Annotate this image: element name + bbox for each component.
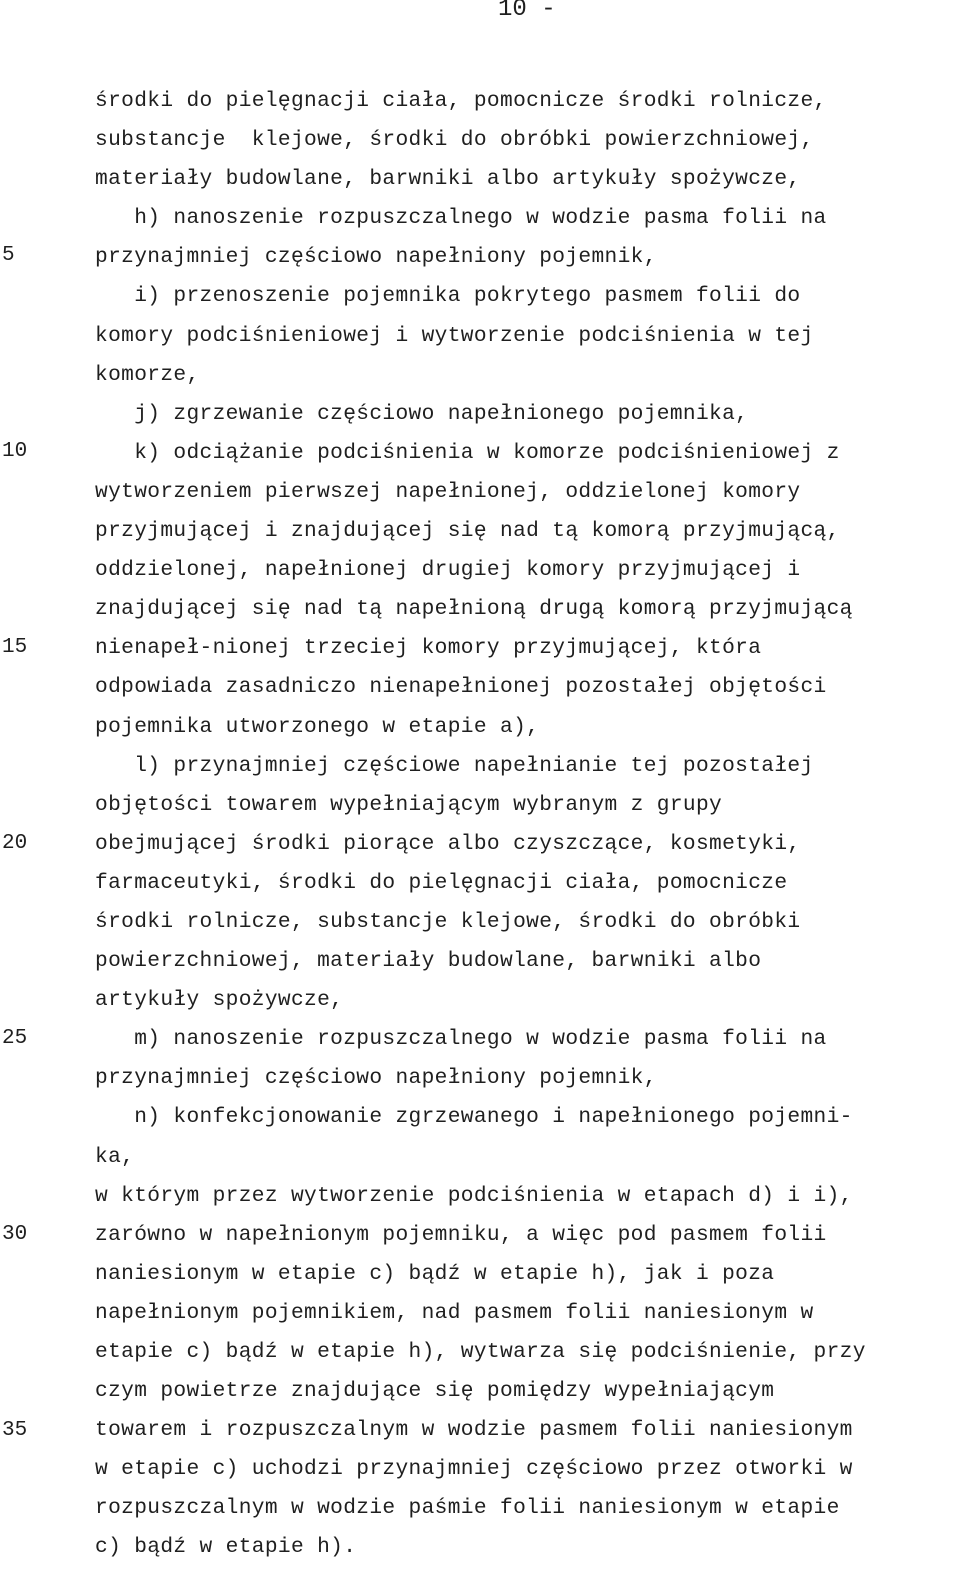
text-line: przyjmującej i znajdującej się nad tą komorą przyjmującą, [95,519,840,544]
text-line: k) odciążanie podciśnienia w komorze podciśnieniowej z [95,440,840,465]
text-line: artykuły spożywcze, [95,988,344,1013]
text-line: wytworzeniem pierwszej napełnionej, oddzielonej komory [95,479,801,504]
text-line: towarem i rozpuszczalnym w wodzie pasmem folii naniesionym [95,1418,853,1443]
line-number-15: 15 [2,636,28,659]
text-line: odpowiada zasadniczo nienapełnionej pozostałej objętości [95,675,827,700]
text-line: farmaceutyki, środki do pielęgnacji ciała, pomocnicze [95,870,788,895]
line-number-20: 20 [2,832,28,855]
line-number-30: 30 [2,1223,28,1246]
text-line: środki do pielęgnacji ciała, pomocnicze środki rolnicze, [95,89,827,113]
patent-claim-text [95,82,955,1568]
text-line: zarówno w napełnionym pojemniku, a więc pod pasmem folii [95,1222,827,1247]
page-number: 10 - [498,0,556,23]
text-line: pojemnika utworzonego w etapie a), [95,714,540,739]
text-line: objętości towarem wypełniającym wybranym z grupy [95,792,723,817]
text-line: ka, [95,1144,135,1169]
text-line: i) przenoszenie pojemnika pokrytego pasmem folii do [95,284,801,309]
text-line: komory podciśnieniowej i wytworzenie podciśnienia w tej [95,323,814,348]
text-line: obejmującej środki piorące albo czyszczące, kosmetyki, [95,831,801,856]
line-number-25: 25 [2,1027,28,1050]
text-line: rozpuszczalnym w wodzie paśmie folii naniesionym w etapie [95,1496,840,1521]
text-line: przynajmniej częściowo napełniony pojemnik, [95,245,657,270]
line-number-35: 35 [2,1419,28,1442]
text-line: naniesionym w etapie c) bądź w etapie h), jak i poza [95,1261,775,1286]
text-line: l) przynajmniej częściowe napełnianie tej pozostałej [95,753,814,778]
text-line: substancje klejowe, środki do obróbki powierzchniowej, [95,128,814,153]
text-line: oddzielonej, napełnionej drugiej komory przyjmującej i [95,558,801,583]
text-line: powierzchniowej, materiały budowlane, barwniki albo [95,949,762,974]
text-line: materiały budowlane, barwniki albo artykuły spożywcze, [95,167,801,192]
text-line: środki rolnicze, substancje klejowe, środki do obróbki [95,909,801,934]
text-line: c) bądź w etapie h). [95,1535,357,1560]
text-line: w etapie c) uchodzi przynajmniej częściowo przez otworki w [95,1457,853,1482]
text-line: znajdującej się nad tą napełnioną drugą komorą przyjmującą [95,597,853,622]
text-line: w którym przez wytworzenie podciśnienia w etapach d) i i), [95,1183,853,1208]
text-line: etapie c) bądź w etapie h), wytwarza się podciśnienie, przy [95,1340,866,1364]
text-line: przynajmniej częściowo napełniony pojemnik, [95,1066,657,1091]
text-line: nienapeł-nionej trzeciej komory przyjmującej, która [95,636,762,661]
text-line: czym powietrze znajdujące się pomiędzy wypełniającym [95,1379,775,1404]
text-line: komorze, [95,362,200,387]
text-line: j) zgrzewanie częściowo napełnionego pojemnika, [95,401,749,426]
text-line: h) nanoszenie rozpuszczalnego w wodzie pasma folii na [95,206,827,231]
text-line: n) konfekcjonowanie zgrzewanego i napełnionego pojemni- [95,1105,853,1130]
text-line: m) nanoszenie rozpuszczalnego w wodzie pasma folii na [95,1027,827,1052]
line-number-5: 5 [2,244,15,267]
line-number-10: 10 [2,440,28,463]
text-line: napełnionym pojemnikiem, nad pasmem folii naniesionym w [95,1300,814,1325]
